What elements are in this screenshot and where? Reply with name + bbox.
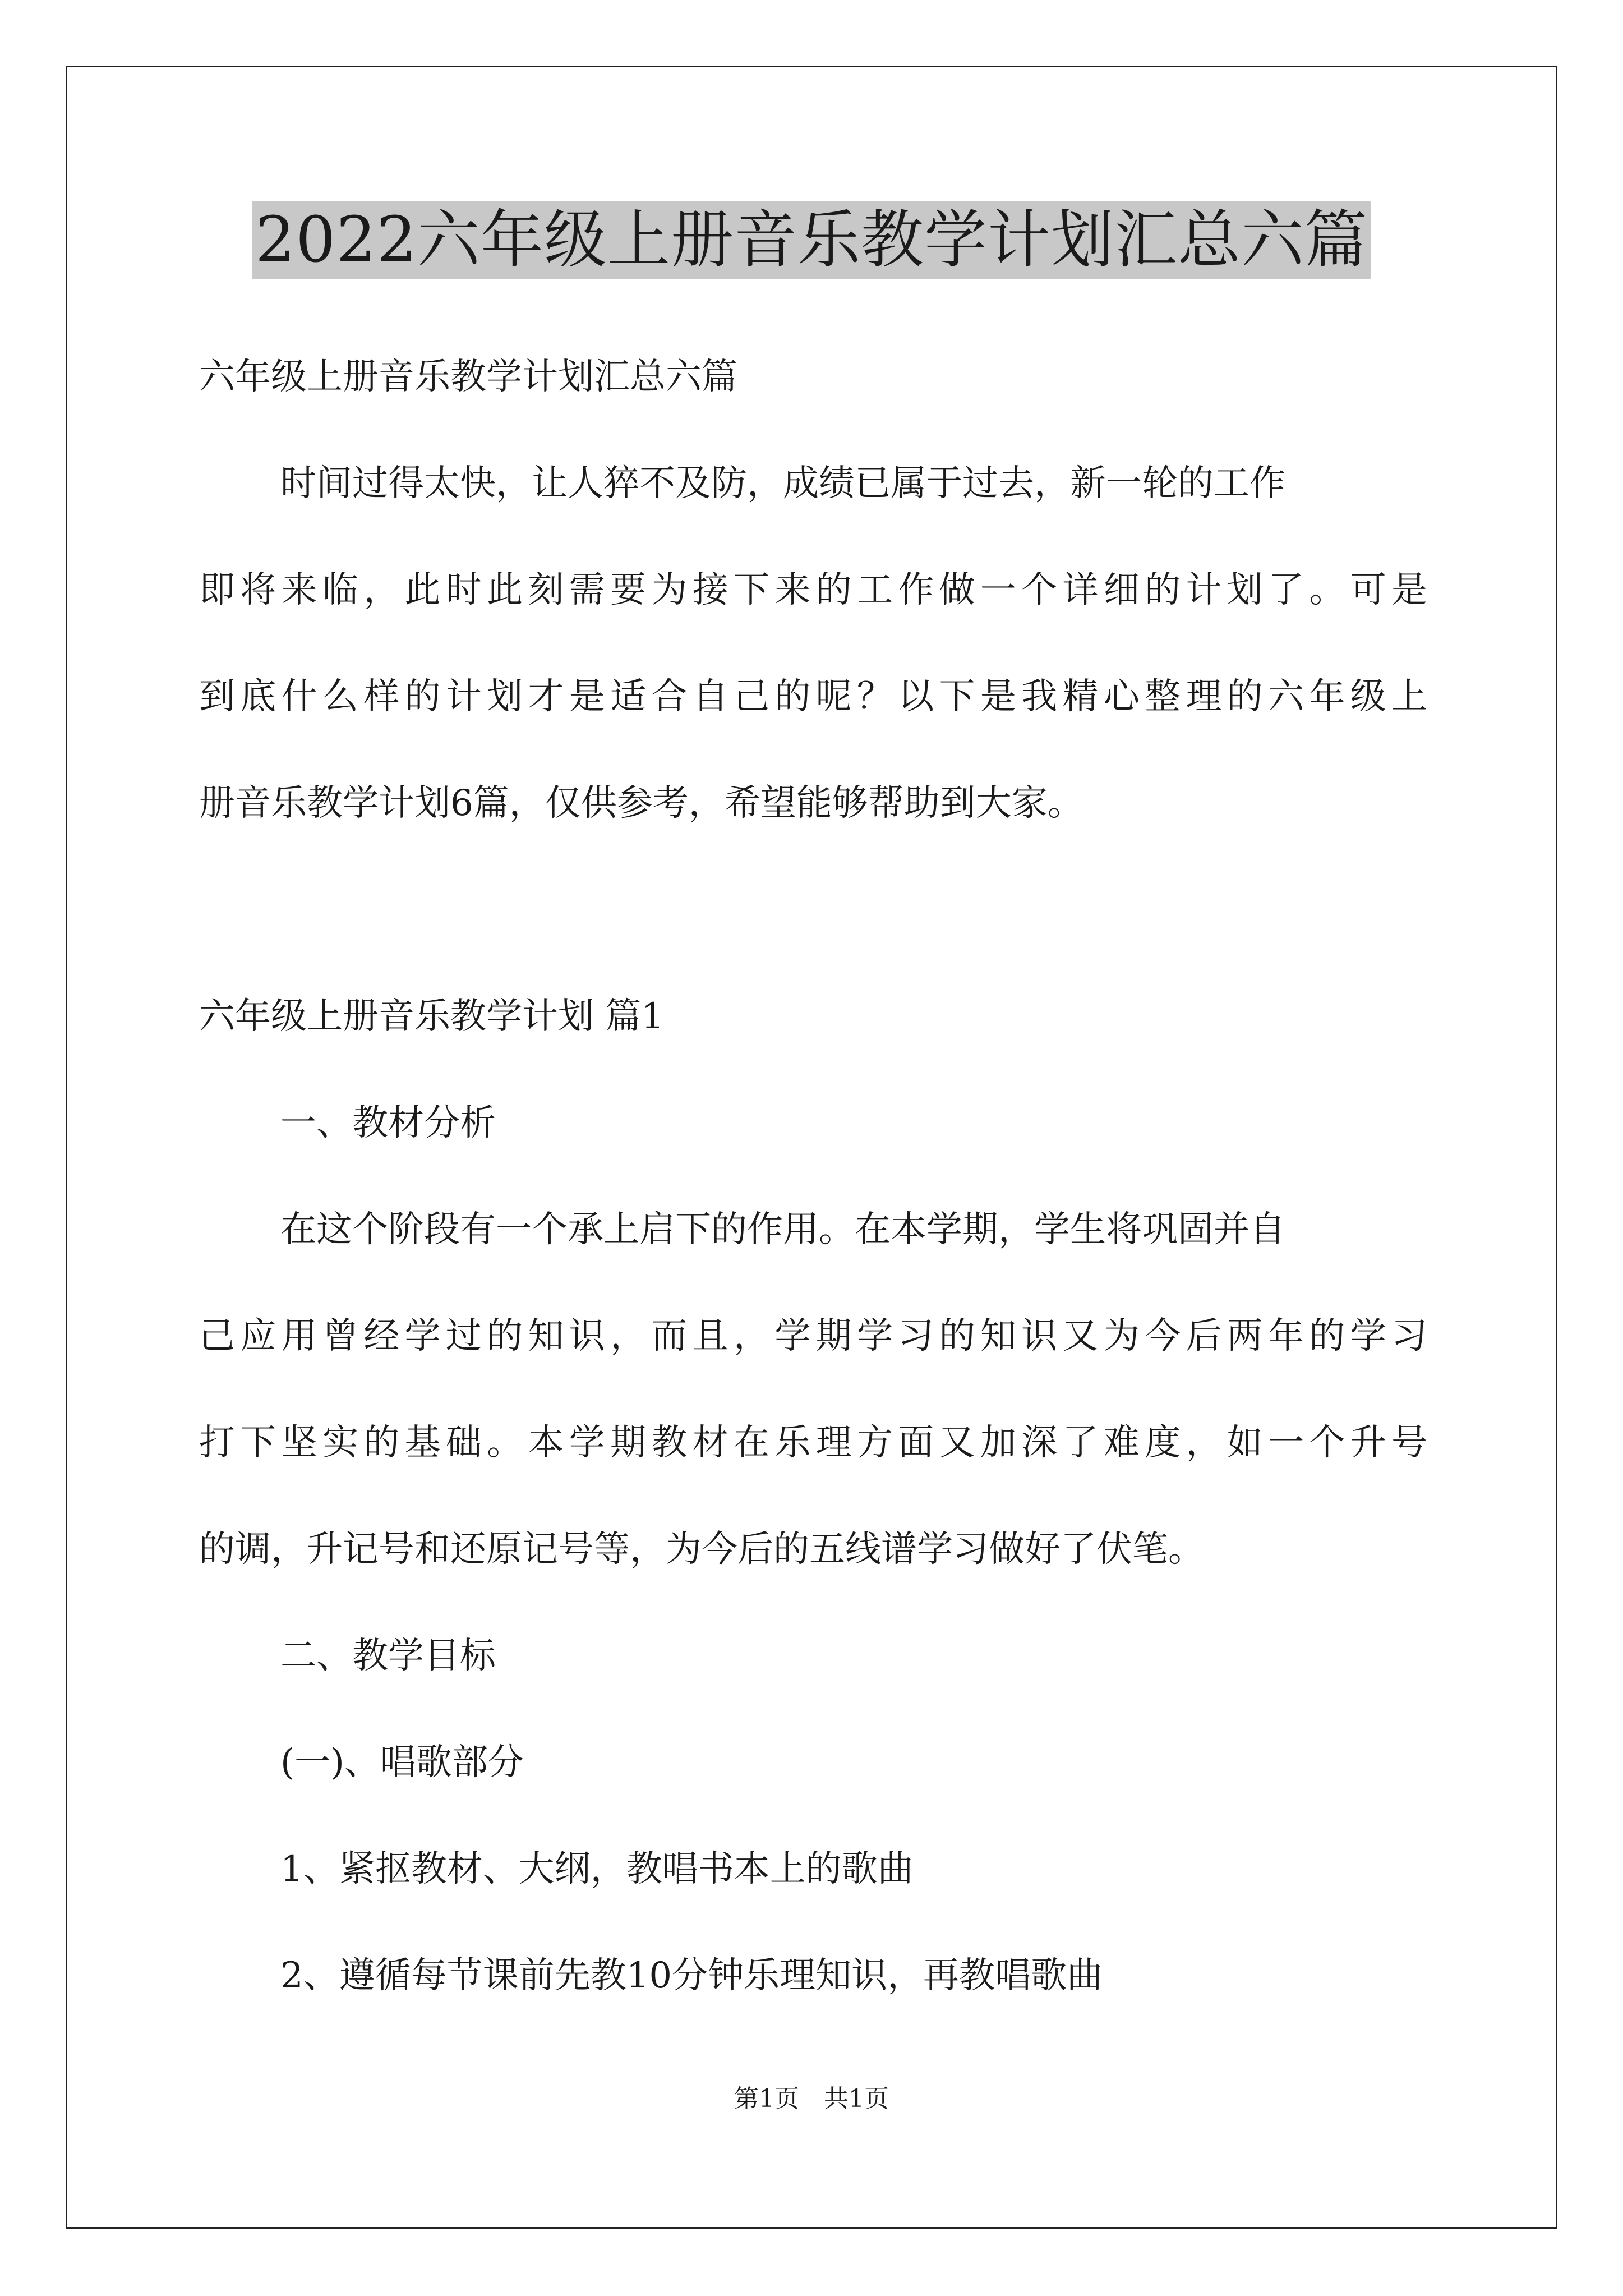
page-footer: 第1页 共1页 (734, 2085, 889, 2113)
materials-line-1: 在这个阶段有一个承上启下的作用。在本学期，学生将巩固并自 (280, 1209, 1285, 1250)
part-heading-goals: 二、教学目标 (280, 1635, 496, 1677)
part-heading-materials: 一、教材分析 (280, 1102, 496, 1144)
materials-line-4: 的调，升记号和还原记号等，为今后的五线谱学习做好了伏笔。 (199, 1529, 1204, 1570)
subpart-heading-singing: (一)、唱歌部分 (280, 1742, 524, 1783)
document-subtitle: 六年级上册音乐教学计划汇总六篇 (199, 356, 737, 398)
materials-line-2: 己应用曾经学过的知识，而且，学期学习的知识又为今后两年的学习 (199, 1315, 1427, 1357)
title-container (0, 201, 1623, 279)
list-item-2: 2、遵循每节课前先教10分钟乐理知识，再教唱歌曲 (280, 1955, 1103, 1996)
document-title: 2022六年级上册音乐教学计划汇总六篇 (252, 201, 1371, 279)
intro-line-4: 册音乐教学计划6篇，仅供参考，希望能够帮助到大家。 (199, 783, 1083, 824)
materials-line-3: 打下坚实的基础。本学期教材在乐理方面又加深了难度，如一个升号 (199, 1422, 1427, 1464)
intro-line-2: 即将来临，此时此刻需要为接下来的工作做一个详细的计划了。可是 (199, 569, 1427, 611)
list-item-1: 1、紧抠教材、大纲，教唱书本上的歌曲 (280, 1848, 914, 1890)
intro-line-1: 时间过得太快，让人猝不及防，成绩已属于过去，新一轮的工作 (280, 463, 1285, 504)
intro-line-3: 到底什么样的计划才是适合自己的呢？以下是我精心整理的六年级上 (199, 676, 1427, 717)
section-heading: 六年级上册音乐教学计划 篇1 (199, 996, 665, 1037)
